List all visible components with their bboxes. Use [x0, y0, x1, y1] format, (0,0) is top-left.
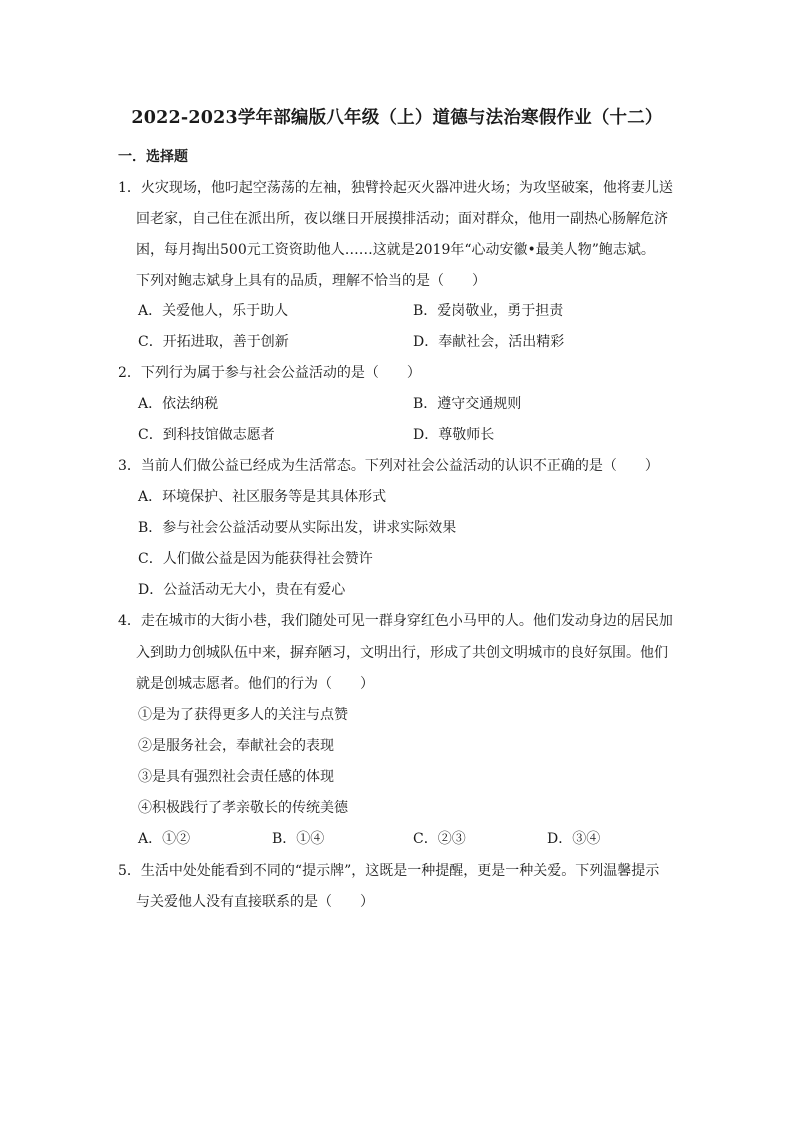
q4-option-a: A．①② — [138, 831, 191, 847]
q2-option-a: A．依法纳税 — [138, 396, 219, 412]
q4-statement-3: ③是具有强烈社会责任感的体现 — [138, 769, 334, 785]
q2-line1: 2．下列行为属于参与社会公益活动的是（ ） — [118, 365, 421, 381]
q3-line1: 3．当前人们做公益已经成为生活常态。下列对社会公益活动的认识不正确的是（ ） — [118, 458, 659, 474]
q1-option-d: D．奉献社会，活出精彩 — [413, 334, 565, 350]
q4-statement-1: ①是为了获得更多人的关注与点赞 — [138, 707, 348, 723]
q4-line2: 入到助力创城队伍中来，摒弃陋习，文明出行，形成了共创文明城市的良好氛围。他们 — [136, 645, 668, 661]
q3-option-c: C．人们做公益是因为能获得社会赞许 — [138, 551, 373, 567]
q4-option-b: B．①④ — [272, 831, 325, 847]
q2-option-d: D．尊敬师长 — [413, 427, 495, 443]
section-heading: 一．选择题 — [118, 149, 188, 165]
q4-line3: 就是创城志愿者。他们的行为（ ） — [136, 676, 374, 692]
q1-line4: 下列对鲍志斌身上具有的品质，理解不恰当的是（ ） — [136, 273, 486, 289]
q1-line3: 困，每月掏出500元工资资助他人……这就是2019年“心动安徽•最美人物”鲍志斌。 — [136, 242, 655, 258]
q1-option-c: C．开拓进取，善于创新 — [138, 334, 289, 350]
q2-option-b: B．遵守交通规则 — [413, 396, 522, 412]
q3-option-a: A．环境保护、社区服务等是其具体形式 — [138, 489, 387, 505]
q1-option-a: A．关爱他人，乐于助人 — [138, 303, 289, 319]
q1-line1: 1．火灾现场，他叼起空荡荡的左袖，独臂拎起灭火器冲进火场；为攻坚破案，他将妻儿送 — [118, 180, 673, 196]
q3-option-b: B．参与社会公益活动要从实际出发，讲求实际效果 — [138, 520, 457, 536]
q4-option-d: D．③④ — [547, 831, 601, 847]
q4-line1: 4．走在城市的大街小巷，我们随处可见一群身穿红色小马甲的人。他们发动身边的居民加 — [118, 613, 673, 629]
q4-statement-2: ②是服务社会，奉献社会的表现 — [138, 738, 334, 754]
q3-option-d: D．公益活动无大小，贵在有爱心 — [138, 582, 346, 598]
q2-option-c: C．到科技馆做志愿者 — [138, 427, 275, 443]
q1-line2: 回老家，自己住在派出所，夜以继日开展摸排活动；面对群众，他用一副热心肠解危济 — [136, 211, 668, 227]
q4-statement-4: ④积极践行了孝亲敬长的传统美德 — [138, 800, 348, 816]
page-title: 2022-2023学年部编版八年级（上）道德与法治寒假作业（十二） — [131, 108, 663, 128]
q5-line1: 5．生活中处处能看到不同的“提示牌”，这既是一种提醒，更是一种关爱。下列温馨提示 — [118, 863, 660, 879]
q4-option-c: C．②③ — [413, 831, 466, 847]
q1-option-b: B．爱岗敬业，勇于担责 — [413, 303, 564, 319]
q5-line2: 与关爱他人没有直接联系的是（ ） — [136, 894, 374, 910]
